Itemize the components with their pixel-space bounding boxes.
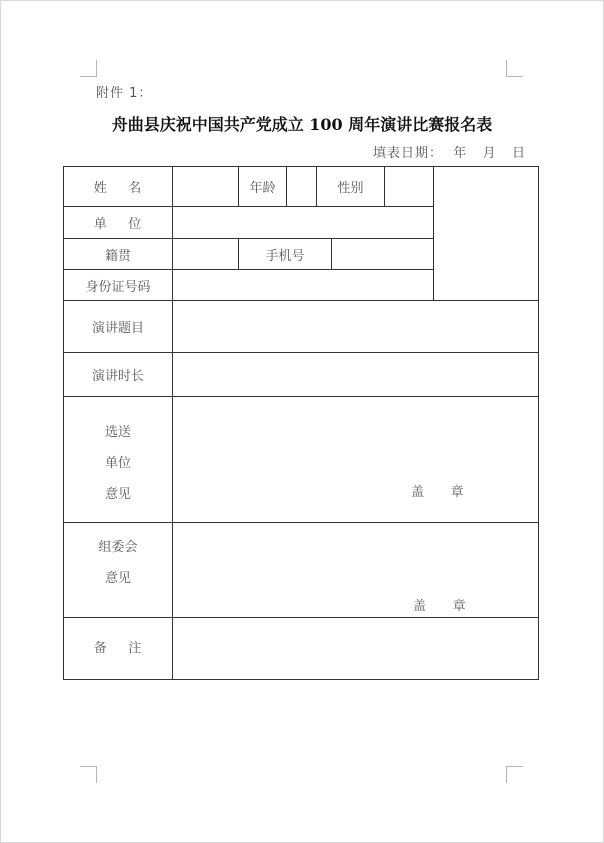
sending-unit-opinion-line: 单位 [104, 456, 131, 471]
fill-date: 填表日期： 年 月 日 [373, 146, 527, 161]
sending-unit-opinion-line: 选送 [104, 425, 131, 440]
age-label: 年龄 [239, 167, 287, 207]
id-number-field[interactable] [173, 270, 434, 301]
sending-unit-opinion-label [64, 397, 173, 523]
id-number-label: 身份证号码 [64, 270, 173, 301]
unit-field[interactable] [173, 207, 434, 239]
seal-text: 盖 章 [413, 599, 467, 614]
sending-unit-opinion-field[interactable] [173, 397, 539, 523]
photo-box[interactable] [434, 167, 539, 301]
speech-duration-label: 演讲时长 [64, 353, 173, 397]
form-title: 舟曲县庆祝中国共产党成立 100 周年演讲比赛报名表 [111, 115, 493, 134]
name-field[interactable] [173, 167, 239, 207]
crop-mark-top-right [506, 60, 523, 77]
crop-mark-top-left [80, 60, 97, 77]
gender-label: 性别 [317, 167, 385, 207]
remarks-label: 备 注 [64, 618, 173, 680]
remarks-field[interactable] [173, 618, 539, 680]
registration-form-table [63, 166, 539, 680]
phone-label: 手机号 [239, 239, 332, 270]
crop-mark-bottom-right [506, 766, 523, 783]
name-label: 姓 名 [64, 167, 173, 207]
attachment-label: 附件 1： [96, 86, 153, 101]
age-field[interactable] [287, 167, 317, 207]
table-row [64, 167, 539, 207]
committee-opinion-field[interactable] [173, 523, 539, 618]
crop-mark-bottom-left [80, 766, 97, 783]
table-row [64, 618, 539, 680]
gender-field[interactable] [385, 167, 434, 207]
speech-topic-label: 演讲题目 [64, 301, 173, 353]
table-row [64, 353, 539, 397]
speech-topic-field[interactable] [173, 301, 539, 353]
seal-text: 盖 章 [411, 485, 465, 500]
committee-opinion-line: 组委会 [98, 540, 138, 555]
sending-unit-opinion-line: 意见 [104, 487, 131, 502]
committee-opinion-label [64, 523, 173, 618]
committee-opinion-line: 意见 [104, 571, 131, 586]
unit-label: 单 位 [64, 207, 173, 239]
table-row [64, 523, 539, 618]
native-place-field[interactable] [173, 239, 239, 270]
table-row [64, 301, 539, 353]
table-row [64, 397, 539, 523]
phone-field[interactable] [332, 239, 434, 270]
speech-duration-field[interactable] [173, 353, 539, 397]
native-place-label: 籍贯 [64, 239, 173, 270]
